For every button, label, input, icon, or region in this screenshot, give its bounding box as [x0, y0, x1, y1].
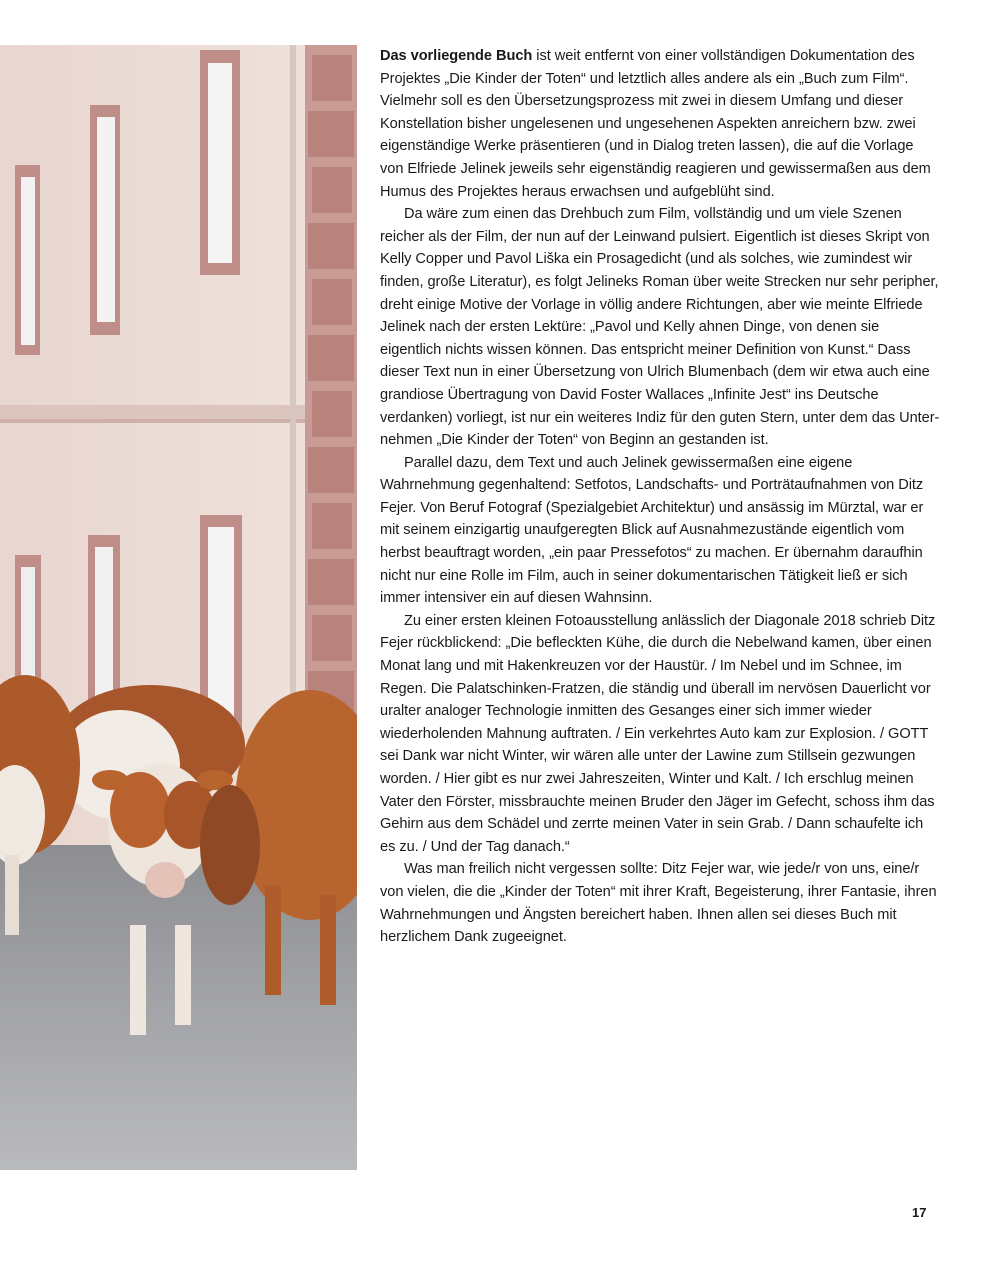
lead-phrase: Das vorliegende Buch: [380, 48, 533, 64]
paragraph-3: Parallel dazu, dem Text und auch Jelinek gewissermaßen eine eigene Wahrnehmung gegenhaltend: Setfotos, Landschafts- und Porträtaufnahmen von Ditz Fejer. Von Beruf Fotograf (Spezialgebiet Architektur) und ansässig im Mürztal, war er mit seinem einzigartig unaufgeregten Blick auf Ausnahmezustände eigentlich vom herbst beauftragt worden, „ein paar Pressefotos“ zu machen. Er übernahm daraufhin nicht nur eine Rolle im Film, auch in seiner dokumentarischen Tätigkeit ließ er sich immer intensiver ein auf diesen Wahnsinn.: [380, 454, 924, 607]
article-text: [380, 45, 940, 949]
photo-cows-street: [0, 45, 357, 1170]
paragraph-2: Da wäre zum einen das Drehbuch zum Film, vollständig und um viele Szenen reicher als der Film, der nun auf der Leinwand pulsiert. Eigentlich ist dieses Skript von Kelly Copper und Pavol Liška ein Prosagedicht (und als solches, wie zumindest wir finden, große Literatur), es folgt Jelineks Roman über weite Strecken nur sehr peripher, dreht einige Motive der Vorlage in völlig andere Richtungen, aber wie meinte Elfriede Jelinek nach der ersten Lektüre: „Pavol und Kelly ahnen Dinge, von denen sie eigentlich nichts wissen können. Das entspricht meiner Definition von Kunst.“ Dass dieser Text nun in einer Übersetzung von Ulrich Blumenbach (dem wir etwa auch eine grandiose Übertragung von David Foster Wallaces „Infinite Jest“ ins Deutsche verdanken) vorliegt, ist nur ein weiteres Indiz für den guten Stern, unter dem das Unternehmen „Die Kinder der Toten“ von Beginn an gestanden ist.: [380, 206, 940, 449]
paragraph-5: Was man freilich nicht vergessen sollte: Ditz Fejer war, wie jede/r von uns, eine/r von vielen, die die „Kinder der Toten“ mit ihrer Kraft, Begeisterung, ihrer Fantasie, ihren Wahrnehmungen und Ängsten bereichert haben. Ihnen allen sei dieses Buch mit herzlichem Dank zugeeignet.: [380, 861, 937, 946]
page-number: 17: [912, 1205, 927, 1220]
paragraph-4: Zu einer ersten kleinen Fotoausstellung anlässlich der Diagonale 2018 schrieb Ditz Fejer rückblickend: „Die befleckten Kühe, die durch die Nebelwand kamen, über einen Monat lang und mit Hakenkreuzen vor der Haustür. / Im Nebel und im Schnee, im Regen. Die Palatschinken-Fratzen, die ständig und überall im nervösen Dauerlicht vor uralter analoger Technologie inmitten des Gesanges einer sich immer wieder wiederholenden Mahnung auftraten. / Ein verkehrtes Auto kam zur Explosion. / GOTT sei Dank war nicht Winter, wir wären alle unter der Lawine zum Stillsein gezwungen worden. / Hier gibt es nur zwei Jahreszeiten, Winter und Kalt. / Ich erschlug meinen Vater den Förster, missbrauchte meinen Bruder den Jäger im Gefecht, schoss ihm das Gehirn aus dem Schädel und zerrte meinen Vater in sein Grab. / Dann schaufelte ich es zu. / Und der Tag danach.“: [380, 612, 936, 855]
paragraph-1: [380, 45, 940, 203]
paragraph-1-body: ist weit entfernt von einer vollständigen Dokumentation des Projektes „Die Kinder der Toten“ und letztlich alles andere als ein „Buch zum Film“. Vielmehr soll es den Übersetzungsprozess mit zwei in diesem Umfang und dieser Konstellation bisher ungelesenen und ungesehenen Aspekten anreichern bzw. zwei eigenständige Werke präsentieren (und in Dialog treten lassen), die auf die Vorlage von Elfriede Jelinek jeweils sehr eigenständig reagieren und gewissermaßen aus dem Humus des Projektes heraus erwachsen und aufgeblüht sind.: [380, 48, 931, 200]
